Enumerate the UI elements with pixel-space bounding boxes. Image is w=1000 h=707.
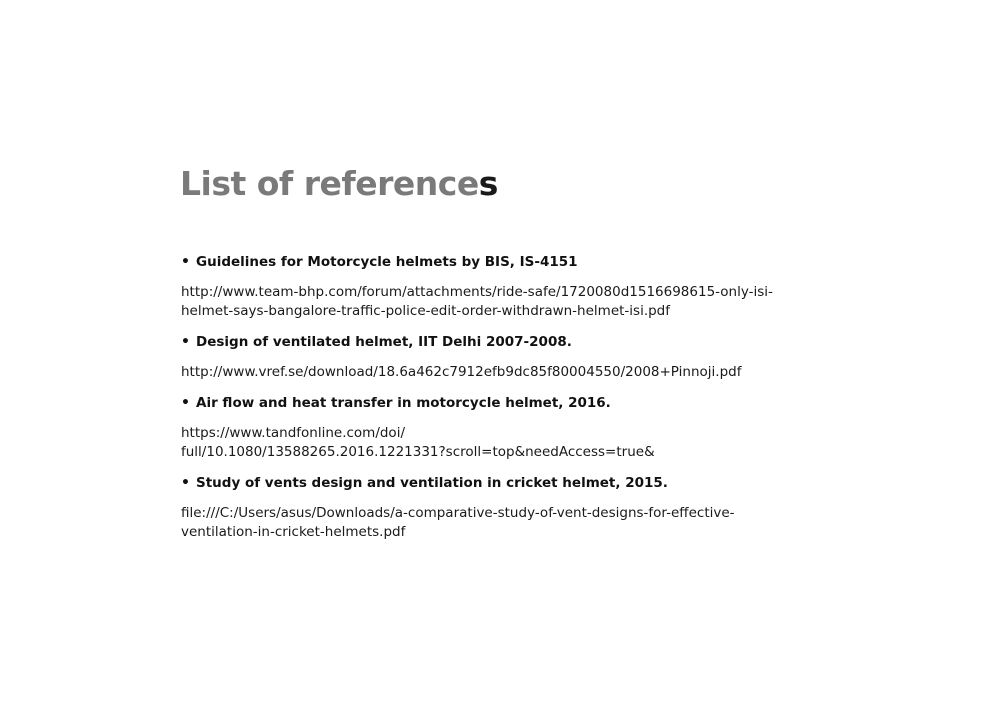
page-title-last-letter: s xyxy=(478,164,498,203)
reference-url-line: helmet-says-bangalore-traffic-police-edit-order-withdrawn-helmet-isi.pdf xyxy=(181,303,671,319)
reference-item xyxy=(181,473,821,542)
reference-heading-text: Air flow and heat transfer in motorcycle helmet, 2016. xyxy=(196,395,611,411)
page-title-main: List of reference xyxy=(180,164,479,203)
reference-url-line: https://www.tandfonline.com/doi/ xyxy=(181,425,405,441)
reference-heading-text: Study of vents design and ventilation in cricket helmet, 2015. xyxy=(196,475,668,491)
reference-item xyxy=(181,332,821,382)
reference-heading xyxy=(181,332,821,352)
reference-url-line: http://www.vref.se/download/18.6a462c7912efb9dc85f80004550/2008+Pinnoji.pdf xyxy=(181,364,742,380)
bullet-icon: • xyxy=(181,475,190,491)
reference-heading-text: Design of ventilated helmet, IIT Delhi 2007-2008. xyxy=(196,334,572,350)
reference-url xyxy=(181,283,821,321)
reference-url xyxy=(181,363,821,382)
bullet-icon: • xyxy=(181,334,190,350)
reference-heading xyxy=(181,473,821,493)
reference-heading xyxy=(181,393,821,413)
reference-url xyxy=(181,424,821,462)
reference-url-line: http://www.team-bhp.com/forum/attachments/ride-safe/1720080d1516698615-only-isi- xyxy=(181,284,773,300)
reference-item xyxy=(181,252,821,321)
bullet-icon: • xyxy=(181,395,190,411)
reference-url-line: file:///C:/Users/asus/Downloads/a-comparative-study-of-vent-designs-for-effective- xyxy=(181,505,735,521)
reference-item xyxy=(181,393,821,462)
page-title xyxy=(180,163,498,205)
reference-heading xyxy=(181,252,821,272)
reference-heading-text: Guidelines for Motorcycle helmets by BIS, IS-4151 xyxy=(196,254,578,270)
reference-url-line: ventilation-in-cricket-helmets.pdf xyxy=(181,524,406,540)
reference-url-line: full/10.1080/13588265.2016.1221331?scroll=top&needAccess=true& xyxy=(181,444,655,460)
bullet-icon: • xyxy=(181,254,190,270)
reference-url xyxy=(181,504,821,542)
reference-list xyxy=(181,252,821,553)
